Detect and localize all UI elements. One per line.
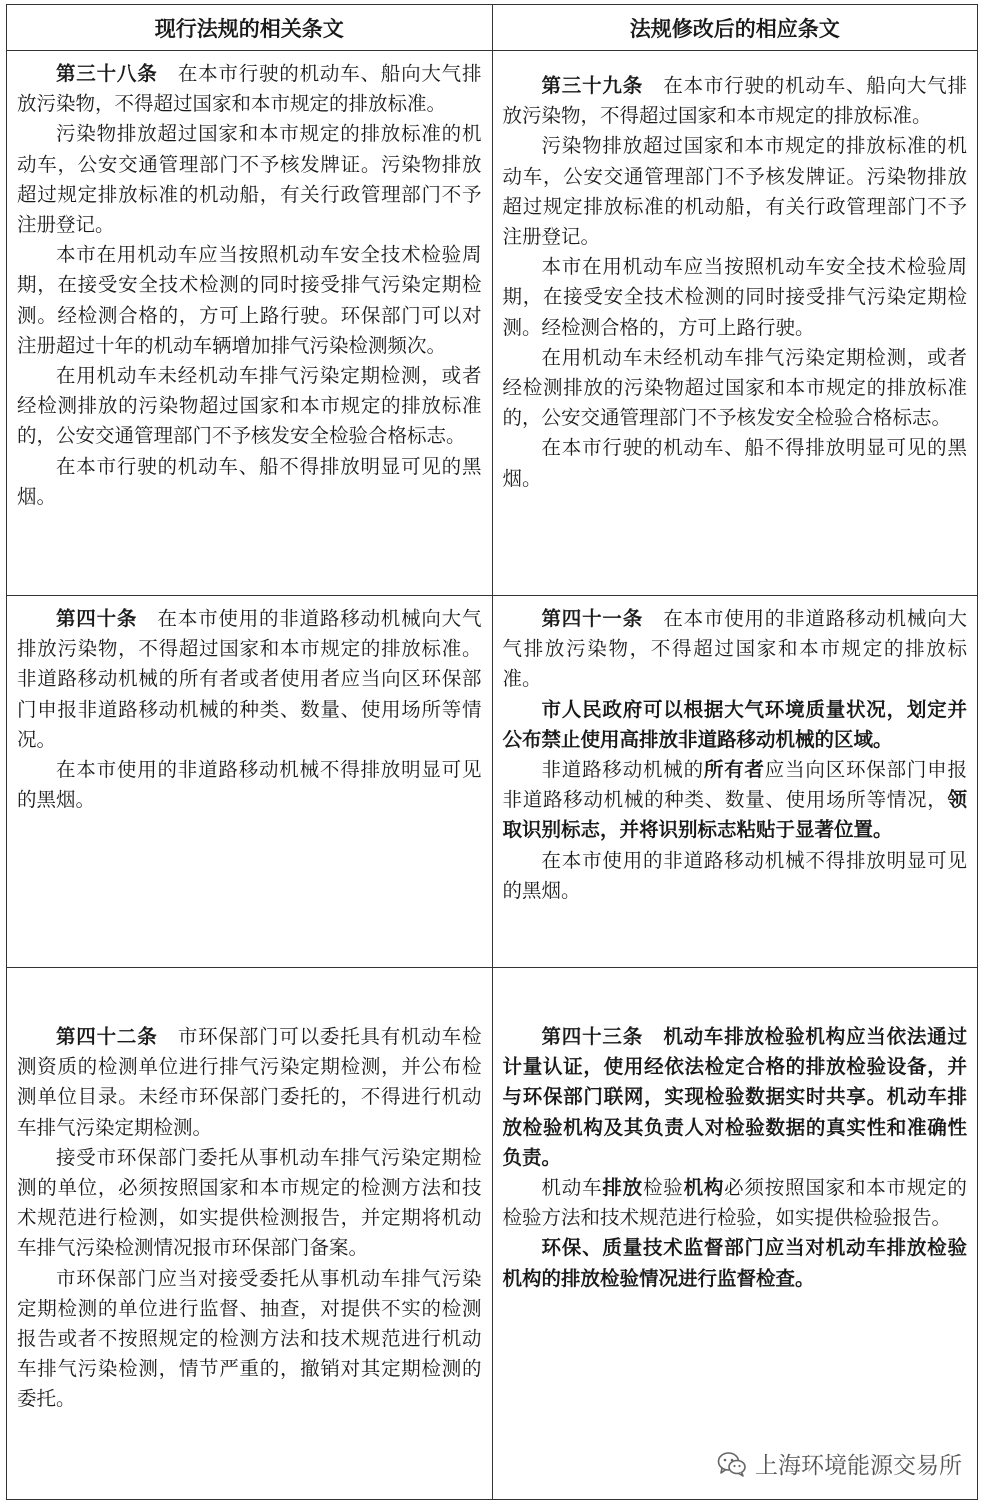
paragraph: 本市在用机动车应当按照机动车安全技术检验周期，在接受安全技术检测的同时接受排气污染定期检测。经检测合格的，方可上路行驶。环保部门可以对注册超过十年的机动车辆增加排气污染检测频次。 bbox=[17, 243, 482, 357]
watermark-text: 上海环境能源交易所 bbox=[755, 1453, 962, 1479]
watermark bbox=[717, 1447, 962, 1480]
paragraph: 污染物排放超过国家和本市规定的排放标准的机动车，公安交通管理部门不予核发牌证。污染物排放超过规定排放标准的机动船，有关行政管理部门不予注册登记。 bbox=[502, 134, 967, 249]
paragraph: 本市在用机动车应当按照机动车安全技术检验周期，在接受安全技术检测的同时接受排气污染定期检测。经检测合格的，方可上路行驶。 bbox=[502, 255, 967, 339]
article-title: 第三十九条 bbox=[541, 74, 643, 97]
article-title: 第四十二条 bbox=[56, 1025, 158, 1048]
paragraph: 机动车排放检验机构必须按照国家和本市规定的检验方法和技术规范进行检验，如实提供检验报告。 bbox=[502, 1176, 967, 1230]
current-article-42 bbox=[7, 968, 493, 1500]
paragraph: 第三十九条 在本市行驶的机动车、船向大气排放污染物，不得超过国家和本市规定的排放标准。 bbox=[502, 74, 967, 128]
current-article-40 bbox=[7, 596, 493, 968]
paragraph: 第四十二条 市环保部门可以委托具有机动车检测资质的检测单位进行排气污染定期检测，并公布检测单位目录。未经市环保部门委托的，不得进行机动车排气污染定期检测。 bbox=[17, 1025, 482, 1139]
article-title: 第三十八条 bbox=[56, 62, 158, 85]
paragraph-added: 环保、质量技术监督部门应当对机动车排放检验机构的排放检验情况进行监督检查。 bbox=[502, 1236, 967, 1290]
paragraph: 在本市行驶的机动车、船不得排放明显可见的黑烟。 bbox=[17, 454, 482, 508]
table-row bbox=[7, 51, 978, 596]
paragraph: 在本市使用的非道路移动机械不得排放明显可见的黑烟。 bbox=[502, 848, 967, 902]
wechat-icon bbox=[717, 1451, 747, 1477]
revised-article-43 bbox=[492, 968, 978, 1500]
article-title: 第四十一条 bbox=[541, 607, 643, 630]
paragraph: 在本市行驶的机动车、船不得排放明显可见的黑烟。 bbox=[502, 436, 967, 490]
paragraph-added: 第四十三条 机动车排放检验机构应当依法通过计量认证，使用经依法检定合格的排放检验设备，并与环保部门联网，实现检验数据实时共享。机动车排放检验机构及其负责人对检验数据的真实性和准确性负责。 bbox=[502, 1025, 967, 1169]
paragraph: 非道路移动机械的所有者应当向区环保部门申报非道路移动机械的种类、数量、使用场所等情况，领取识别标志，并将识别标志粘贴于显著位置。 bbox=[502, 758, 967, 842]
paragraph: 第四十条 在本市使用的非道路移动机械向大气排放污染物，不得超过国家和本市规定的排放标准。非道路移动机械的所有者或者使用者应当向区环保部门申报非道路移动机械的种类、数量、使用场所等情况。 bbox=[17, 607, 482, 751]
regulation-comparison-table bbox=[6, 4, 978, 1500]
current-article-38 bbox=[7, 51, 493, 596]
paragraph: 接受市环保部门委托从事机动车排气污染定期检测的单位，必须按照国家和本市规定的检测方法和技术规范进行检测，如实提供检测报告，并定期将机动车排气污染检测情况报市环保部门备案。 bbox=[17, 1145, 482, 1260]
paragraph: 第三十八条 在本市行驶的机动车、船向大气排放污染物，不得超过国家和本市规定的排放标准。 bbox=[17, 62, 482, 116]
paragraph: 第四十一条 在本市使用的非道路移动机械向大气排放污染物，不得超过国家和本市规定的排放标准。 bbox=[502, 607, 967, 691]
paragraph: 在本市使用的非道路移动机械不得排放明显可见的黑烟。 bbox=[17, 758, 482, 812]
table-header-row bbox=[7, 5, 978, 51]
table-row bbox=[7, 968, 978, 1500]
paragraph: 市环保部门应当对接受委托从事机动车排气污染定期检测的单位进行监督、抽查，对提供不实的检测报告或者不按照规定的检测方法和技术规范进行机动车排气污染检测，情节严重的，撤销对其定期检测的委托。 bbox=[17, 1266, 482, 1411]
revised-article-39 bbox=[492, 51, 978, 596]
paragraph-added: 市人民政府可以根据大气环境质量状况，划定并公布禁止使用高排放非道路移动机械的区域。 bbox=[502, 697, 967, 751]
paragraph: 污染物排放超过国家和本市规定的排放标准的机动车，公安交通管理部门不予核发牌证。污染物排放超过规定排放标准的机动船，有关行政管理部门不予注册登记。 bbox=[17, 122, 482, 237]
paragraph: 在用机动车未经机动车排气污染定期检测，或者经检测排放的污染物超过国家和本市规定的排放标准的，公安交通管理部门不予核发安全检验合格标志。 bbox=[17, 364, 482, 448]
table-row bbox=[7, 596, 978, 968]
header-current: 现行法规的相关条文 bbox=[7, 5, 493, 51]
header-revised: 法规修改后的相应条文 bbox=[492, 5, 978, 51]
article-title: 第四十三条 bbox=[541, 1025, 643, 1048]
article-title: 第四十条 bbox=[56, 607, 138, 630]
revised-article-41 bbox=[492, 596, 978, 968]
paragraph: 在用机动车未经机动车排气污染定期检测，或者经检测排放的污染物超过国家和本市规定的排放标准的，公安交通管理部门不予核发安全检验合格标志。 bbox=[502, 345, 967, 430]
